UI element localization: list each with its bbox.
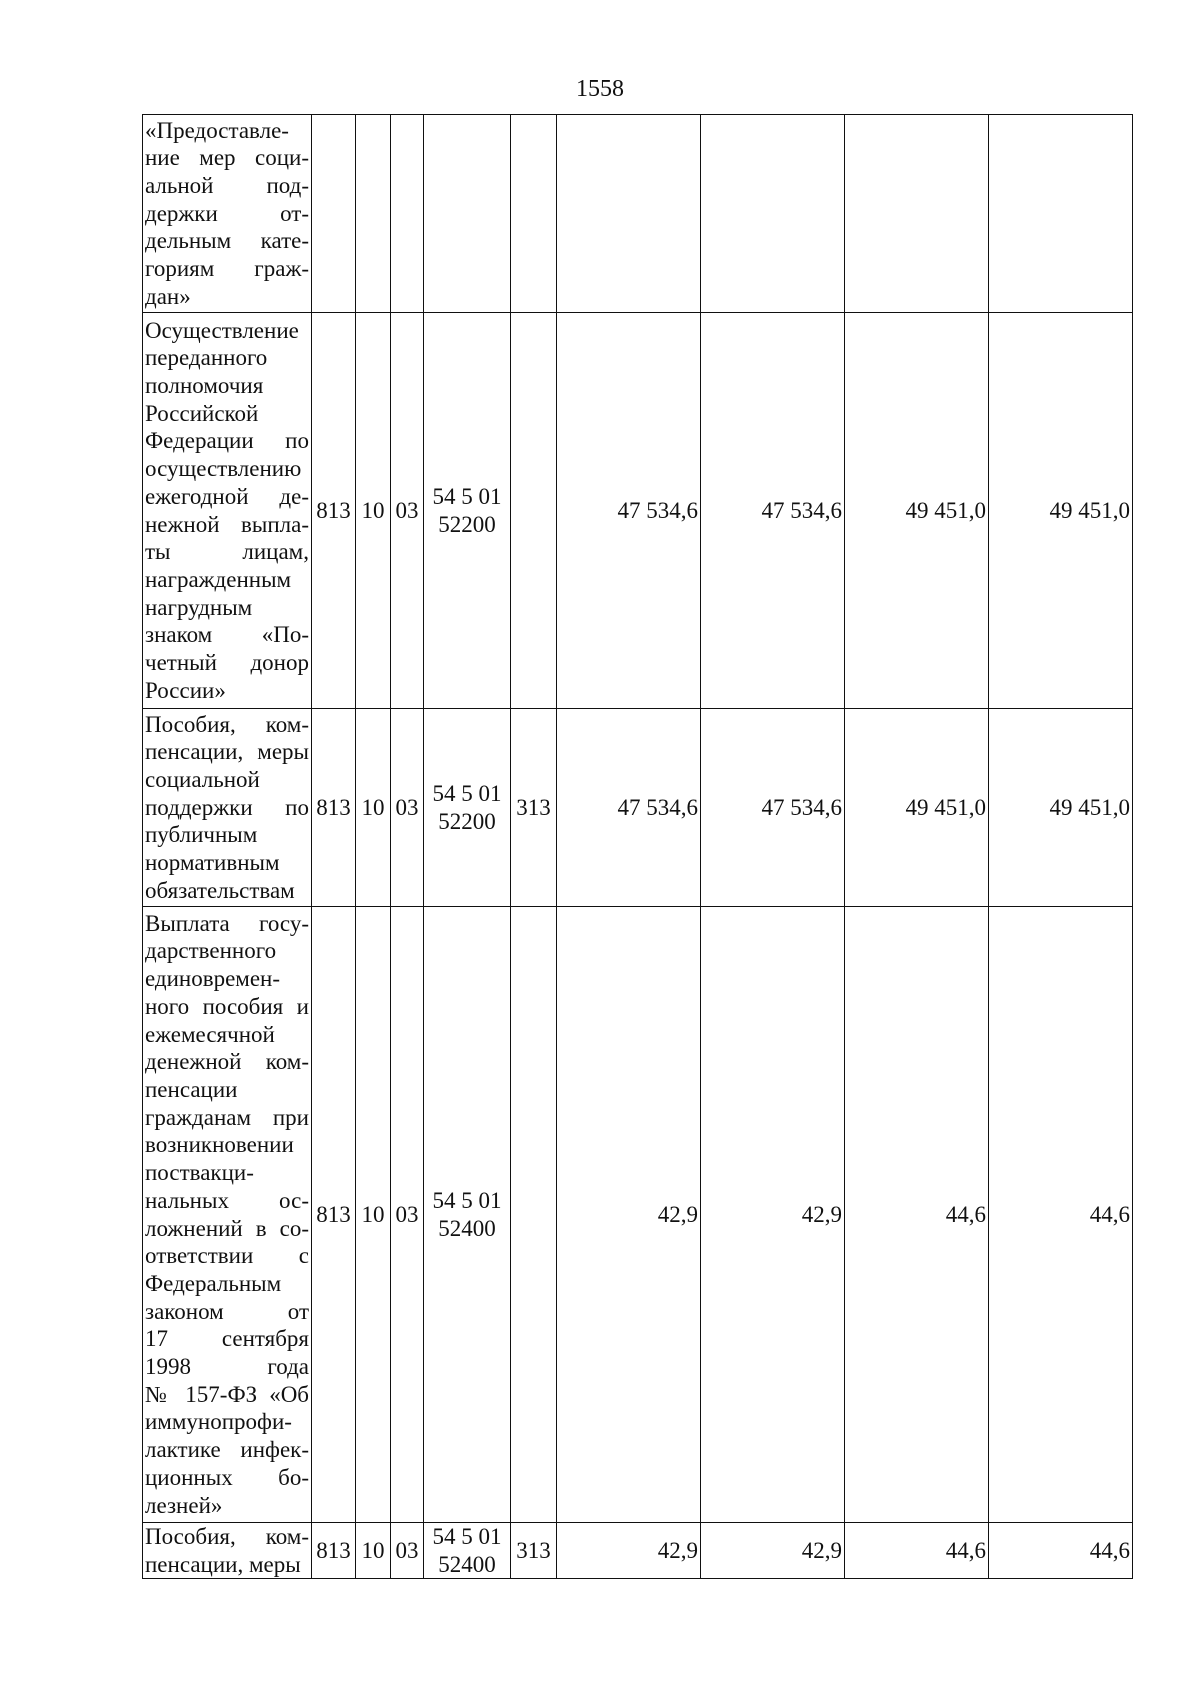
section-code-cell: 10 [356, 313, 391, 709]
amount-cell-v1 [557, 115, 701, 313]
expense-type-cell [511, 907, 557, 1523]
row-name-cell [143, 907, 312, 1523]
target-article-line: 52400 [438, 1215, 496, 1241]
row-name-line: награжденным [145, 566, 292, 592]
ministry-code-cell: 813 [312, 313, 356, 709]
row-name-line: лезней» [145, 1492, 223, 1518]
row-name-line: нежной выпла- [145, 511, 309, 537]
row-name-line: денежной ком- [145, 1049, 309, 1075]
row-name-cell [143, 115, 312, 313]
subsection-code-cell: 03 [391, 1523, 424, 1579]
expense-type-cell: 313 [511, 709, 557, 907]
row-name-cell [143, 1523, 312, 1579]
row-name-line: дарственного [145, 938, 277, 964]
expense-type-cell [511, 313, 557, 709]
section-code-cell [356, 115, 391, 313]
row-name-line: законом от [145, 1298, 309, 1324]
row-name-line: ционных бо- [145, 1464, 309, 1490]
expense-type-cell [511, 115, 557, 313]
row-name-line: дан» [145, 283, 191, 309]
target-article-line: 54 5 01 [432, 483, 502, 509]
row-name-line: Пособия, ком- [145, 1524, 309, 1549]
row-name-line: 17 сентября [145, 1326, 309, 1352]
target-article-line: 52200 [438, 808, 496, 834]
table-body [143, 115, 1133, 1579]
target-article-line: 54 5 01 [432, 780, 502, 806]
amount-cell-v3 [845, 115, 989, 313]
amount-cell-v1: 42,9 [557, 1523, 701, 1579]
amount-cell-v3: 49 451,0 [845, 313, 989, 709]
row-name-line: России» [145, 677, 226, 703]
row-name-line: держки от- [145, 200, 309, 226]
amount-cell-v4: 44,6 [989, 907, 1133, 1523]
row-name-line: знаком «По- [145, 622, 309, 648]
subsection-code-cell: 03 [391, 907, 424, 1523]
row-name-line: полномочия [145, 372, 264, 398]
row-name-line: ежегодной де- [145, 483, 309, 509]
budget-table [142, 114, 1133, 1579]
table-row [143, 907, 1133, 1523]
row-name-line: нормативным [145, 850, 280, 876]
target-article-cell [424, 709, 511, 907]
amount-cell-v4: 49 451,0 [989, 709, 1133, 907]
amount-cell-v1: 47 534,6 [557, 313, 701, 709]
amount-cell-v4: 49 451,0 [989, 313, 1133, 709]
ministry-code-cell: 813 [312, 709, 356, 907]
ministry-code-cell: 813 [312, 907, 356, 1523]
amount-cell-v3: 44,6 [845, 1523, 989, 1579]
subsection-code-cell: 03 [391, 709, 424, 907]
subsection-code-cell [391, 115, 424, 313]
row-name-cell [143, 709, 312, 907]
table-row [143, 709, 1133, 907]
target-article-cell [424, 313, 511, 709]
row-name-cell [143, 313, 312, 709]
row-name-line: нальных ос- [145, 1187, 309, 1213]
amount-cell-v2: 47 534,6 [701, 709, 845, 907]
row-name-line: гражданам при [145, 1104, 309, 1130]
row-name-line: переданного [145, 345, 268, 371]
amount-cell-v4: 44,6 [989, 1523, 1133, 1579]
row-name-line: дельным кате- [145, 228, 309, 254]
section-code-cell: 10 [356, 1523, 391, 1579]
row-name-line: социальной [145, 766, 260, 792]
row-name-line: ты лицам, [145, 539, 309, 565]
row-name-line: № 157-ФЗ «Об [145, 1381, 309, 1407]
row-name-line: лактике инфек- [145, 1437, 309, 1463]
row-name-line: обязательствам [145, 877, 295, 903]
expense-type-cell: 313 [511, 1523, 557, 1579]
row-name-line: четный донор [145, 650, 309, 676]
amount-cell-v1: 42,9 [557, 907, 701, 1523]
subsection-code-cell: 03 [391, 313, 424, 709]
row-name-line: Осуществление [145, 317, 299, 343]
row-name-line: ежемесячной [145, 1021, 275, 1047]
row-name-line: пенсации, меры [145, 1551, 301, 1577]
table-row [143, 115, 1133, 313]
row-name-line: пенсации [145, 1076, 238, 1102]
row-name-line: иммунопрофи- [145, 1409, 292, 1435]
row-name-line: ложнений в со- [145, 1215, 309, 1241]
row-name-line: Федеральным [145, 1270, 282, 1296]
row-name-line: Пособия, ком- [145, 711, 309, 737]
target-article-line: 54 5 01 [432, 1524, 502, 1549]
row-name-line: «Предоставле- [145, 117, 289, 143]
row-name-line: Выплата госу- [145, 910, 309, 936]
target-article-line: 52400 [438, 1551, 496, 1577]
amount-cell-v2 [701, 115, 845, 313]
row-name-line: пенсации, меры [145, 739, 309, 765]
row-name-line: поствакци- [145, 1160, 254, 1186]
row-name-line: альной под- [145, 172, 309, 198]
table-row [143, 1523, 1133, 1579]
row-name-line: 1998 года [145, 1354, 309, 1380]
row-name-line: нагрудным [145, 594, 253, 620]
ministry-code-cell [312, 115, 356, 313]
row-name-line: поддержки по [145, 794, 309, 820]
row-name-line: ного пособия и [145, 993, 309, 1019]
amount-cell-v3: 49 451,0 [845, 709, 989, 907]
section-code-cell: 10 [356, 907, 391, 1523]
table-row [143, 313, 1133, 709]
row-name-line: Российской [145, 400, 259, 426]
amount-cell-v1: 47 534,6 [557, 709, 701, 907]
page-number: 1558 [576, 76, 624, 102]
target-article-cell [424, 115, 511, 313]
target-article-cell [424, 907, 511, 1523]
row-name-line: Федерации по [145, 428, 309, 454]
amount-cell-v2: 47 534,6 [701, 313, 845, 709]
row-name-line: ние мер соци- [145, 145, 309, 171]
amount-cell-v4 [989, 115, 1133, 313]
target-article-cell [424, 1523, 511, 1579]
amount-cell-v3: 44,6 [845, 907, 989, 1523]
row-name-line: ответствии с [145, 1243, 309, 1269]
amount-cell-v2: 42,9 [701, 907, 845, 1523]
target-article-line: 52200 [438, 511, 496, 537]
ministry-code-cell: 813 [312, 1523, 356, 1579]
row-name-line: публичным [145, 822, 258, 848]
row-name-line: гориям граж- [145, 256, 309, 282]
row-name-line: осуществлению [145, 456, 302, 482]
target-article-line: 54 5 01 [432, 1187, 502, 1213]
row-name-line: возникновении [145, 1132, 294, 1158]
section-code-cell: 10 [356, 709, 391, 907]
row-name-line: единовремен- [145, 966, 281, 992]
amount-cell-v2: 42,9 [701, 1523, 845, 1579]
